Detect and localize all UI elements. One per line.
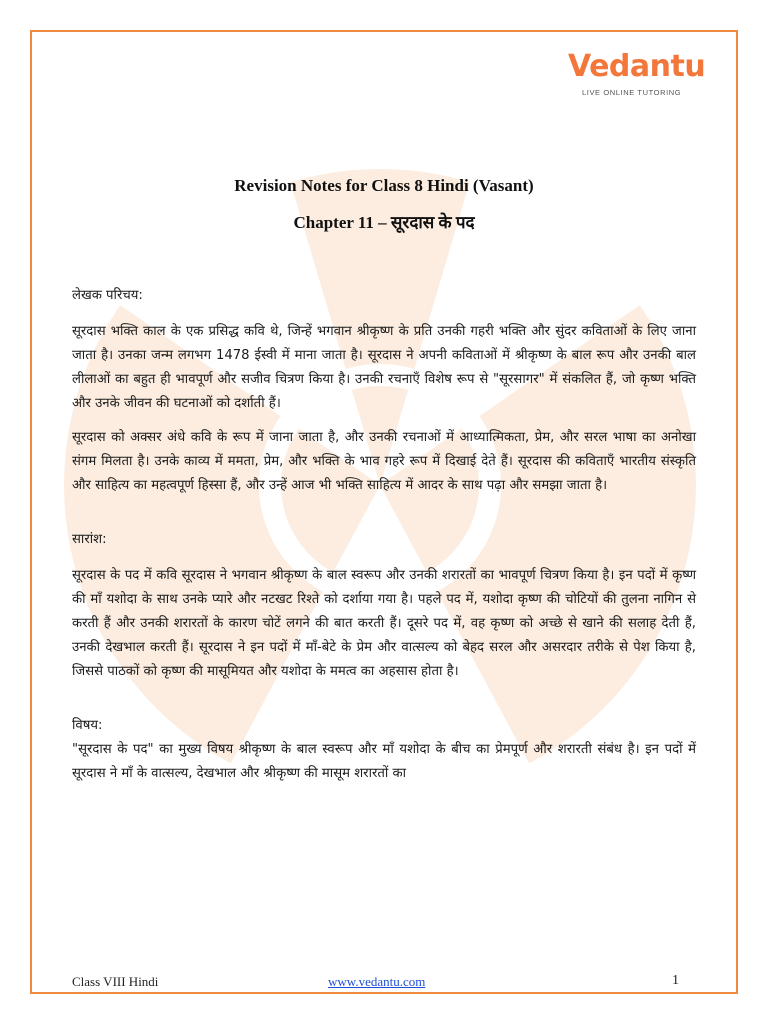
paragraph-author-2: सूरदास को अक्सर अंधे कवि के रूप में जाना जाता है, और उनकी रचनाओं में आध्यात्मिकता, प्रेम, और सरल भाषा का अनोखा संगम मिलता है। उनके काव्य में ममता, प्रेम, और भक्ति के भाव गहरे रूप में दिखाई देते हैं। सूरदास की कविताएँ भारतीय संस्कृति और साहित्य का महत्वपूर्ण हिस्सा हैं, और उन्हें आज भी भक्ति साहित्य में आदर के साथ पढ़ा और समझा जाता है। — [72, 430, 696, 493]
section-heading-theme: विषय: — [72, 718, 103, 733]
paragraph-author-1: सूरदास भक्ति काल के एक प्रसिद्ध कवि थे, जिन्हें भगवान श्रीकृष्ण के प्रति उनकी गहरी भक्ति और सुंदर कविताओं के लिए जाना जाता है। उनका जन्म लगभग 1478 ईस्वी में माना जाता है। सूरदास ने अपनी कविताओं में श्रीकृष्ण के बाल रूप और उनकी बाल लीलाओं का बहुत ही भावपूर्ण और सजीव चित्रण किया है। उनकी रचनाएँ विशेष रूप से "सूरसागर" में संकलित हैं, जो कृष्ण भक्ति और उनके जीवन की घटनाओं को दर्शाती हैं। — [72, 324, 696, 411]
vedantu-logo[interactable] — [568, 48, 708, 102]
paragraph-theme: "सूरदास के पद" का मुख्य विषय श्रीकृष्ण के बाल स्वरूप और माँ यशोदा के बीच का प्रेमपूर्ण और शरारती संबंध है। इन पदों में सूरदास ने माँ के वात्सल्य, देखभाल और श्रीकृष्ण की मासूम शरारतों का — [72, 742, 696, 781]
section-heading-summary: सारांश: — [72, 532, 107, 547]
footer-website-link[interactable]: www.vedantu.com — [328, 974, 426, 989]
logo-wordmark: Vedantu — [568, 49, 706, 84]
section-heading-author: लेखक परिचय: — [72, 288, 143, 303]
document-title: Revision Notes for Class 8 Hindi (Vasant) — [234, 176, 534, 195]
paragraph-summary: सूरदास के पद में कवि सूरदास ने भगवान श्रीकृष्ण के बाल स्वरूप और उनकी शरारतों का भावपूर्ण चित्रण किया है। इन पदों में कृष्ण की माँ यशोदा के साथ उनके प्यारे और नटखट रिश्ते को दर्शाया गया है। पहले पद में, यशोदा कृष्ण की चोटियों की तुलना नागिन से करती हैं और उनकी शरारतों के कारण चोटें लगने की बात करती हैं। दूसरे पद में, वह कृष्ण को अच्छे से खाने की सलाह देती हैं, उनकी देखभाल करती हैं। सूरदास ने इन पदों में माँ-बेटे के प्रेम और वात्सल्य को बेहद सरल और असरदार तरीके से पेश किया है, जिससे पाठकों को कृष्ण की मासूमियत और यशोदा के ममत्व का अहसास होता है। — [72, 568, 696, 679]
page-number: 1 — [672, 973, 679, 988]
document-body — [72, 284, 696, 786]
chapter-title: Chapter 11 – सूरदास के पद — [293, 213, 475, 232]
footer-class-label: Class VIII Hindi — [72, 974, 159, 989]
logo-tagline: LIVE ONLINE TUTORING — [582, 88, 682, 97]
